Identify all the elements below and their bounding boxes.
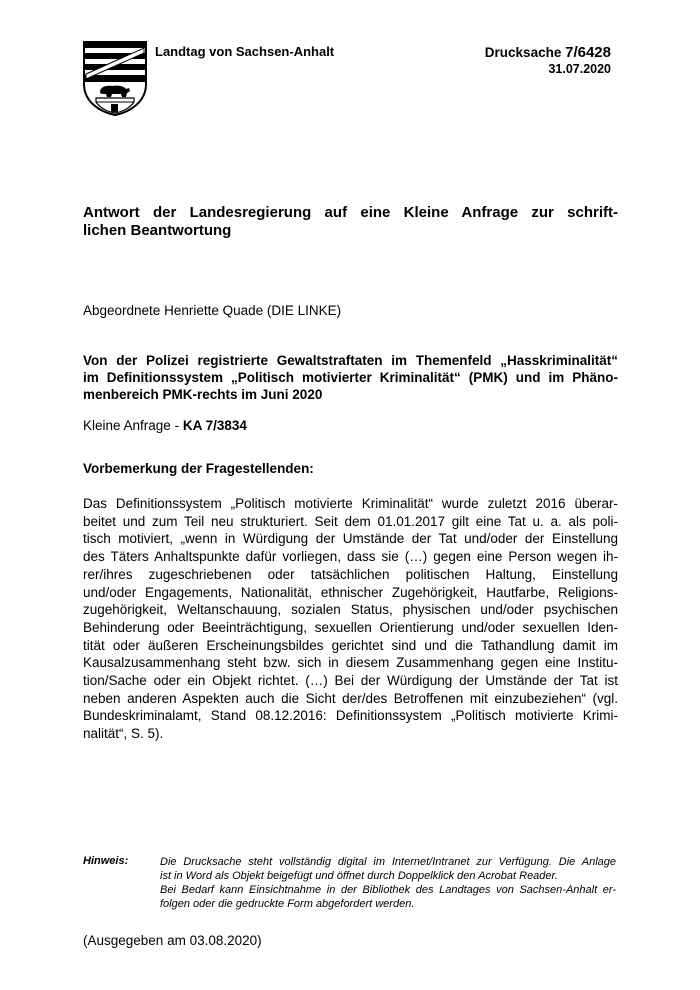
- subject-line: menbereich PMK-rechts im Juni 2020: [83, 387, 323, 402]
- paragraph-line: tität oder äußeren Erscheinungsbildes gerichtet sind und die Tathandlung damit im: [83, 637, 618, 653]
- note-label: Hinweis:: [83, 855, 129, 867]
- subject-line: im Definitionssystem „Politisch motivierter Kriminalität“ (PMK) und im Phäno-: [83, 370, 618, 385]
- paragraph-line: neben anderen Aspekten auch die Sicht der/des Betroffenen mit einzubeziehen“ (vgl.: [83, 690, 618, 706]
- preliminary-heading: Vorbemerkung der Fragestellenden:: [83, 461, 314, 476]
- coat-of-arms-logo: [82, 40, 148, 116]
- paragraph-line: rer/ihres zugeschriebenen oder tatsächlichen politischen Haltung, Einstellung: [83, 566, 618, 582]
- paragraph-line: und/oder Engagements, Nationalität, ethnischer Zugehörigkeit, Hautfarbe, Religions-: [83, 584, 618, 600]
- member-of-parliament: Abgeordnete Henriette Quade (DIE LINKE): [83, 303, 342, 318]
- inquiry-subject: [83, 352, 618, 403]
- parliament-name: Landtag von Sachsen-Anhalt: [155, 44, 335, 59]
- inquiry-reference: [83, 418, 247, 433]
- issue-date: (Ausgegeben am 03.08.2020): [83, 933, 262, 948]
- paragraph-line: Behinderung oder Beeinträchtigung, sexuellen Orientierung und/oder sexuellen Iden-: [83, 619, 618, 635]
- document-number: [485, 44, 611, 61]
- paragraph-line: tion/Sache oder ein Objekt richtet. (…) Bei der Würdigung der Umstände der Tat ist: [83, 673, 618, 689]
- note-text: [160, 855, 616, 911]
- paragraph-line: zugehörigkeit, Weltanschauung, sozialen Status, physischen und/oder psychischen: [83, 602, 618, 618]
- note-line: ist in Word als Objekt beigefügt und öffnet durch Doppelklick den Acrobat Reader.: [160, 870, 558, 882]
- subject-line: Von der Polizei registrierte Gewaltstraftaten im Themenfeld „Hasskriminalität“: [83, 353, 618, 368]
- document-title: [83, 204, 618, 240]
- paragraph-line: tisch motiviert, „wenn in Würdigung der Umstände der Tat und/oder der Einstellung: [83, 531, 618, 547]
- note-line: Die Drucksache steht vollständig digital im Internet/Intranet zur Verfügung. Die Anlage: [160, 856, 616, 868]
- note-line: Bei Bedarf kann Einsichtnahme in der Bibliothek des Landtages von Sachsen-Anhalt er-: [160, 884, 616, 896]
- paragraph-line: Bundeskriminalamt, Stand 08.12.2016: Definitionssystem „Politisch motivierte Krimi-: [83, 708, 618, 724]
- paragraph-line: Das Definitionssystem „Politisch motivierte Kriminalität“ wurde zuletzt 2016 überar-: [83, 496, 618, 511]
- document-date: 31.07.2020: [548, 62, 611, 76]
- note-line: folgen oder die gedruckte Form abgefordert werden.: [160, 898, 415, 910]
- document-number-value: 7/6428: [565, 44, 611, 61]
- inquiry-number: KA 7/3834: [182, 418, 247, 433]
- paragraph-line: des Täters Anhaltspunkte dafür vorliegen, dass sie (…) gegen eine Person wegen ih-: [83, 549, 618, 565]
- title-line: lichen Beantwortung: [83, 222, 232, 239]
- title-line: Antwort der Landesregierung auf eine Kleine Anfrage zur schrift-: [83, 204, 618, 221]
- document-number-label: Drucksache: [484, 45, 562, 60]
- paragraph-line: nalität“, S. 5).: [83, 726, 164, 742]
- preliminary-remarks: [83, 495, 618, 743]
- paragraph-line: beitet und zum Teil neu strukturiert. Seit dem 01.01.2017 gilt eine Tat u. a. als poli-: [83, 513, 618, 529]
- paragraph-line: Kausalzusammenhang steht bzw. sich in diesem Zusammenhang gegen eine Institu-: [83, 655, 618, 671]
- inquiry-prefix: Kleine Anfrage -: [83, 418, 183, 433]
